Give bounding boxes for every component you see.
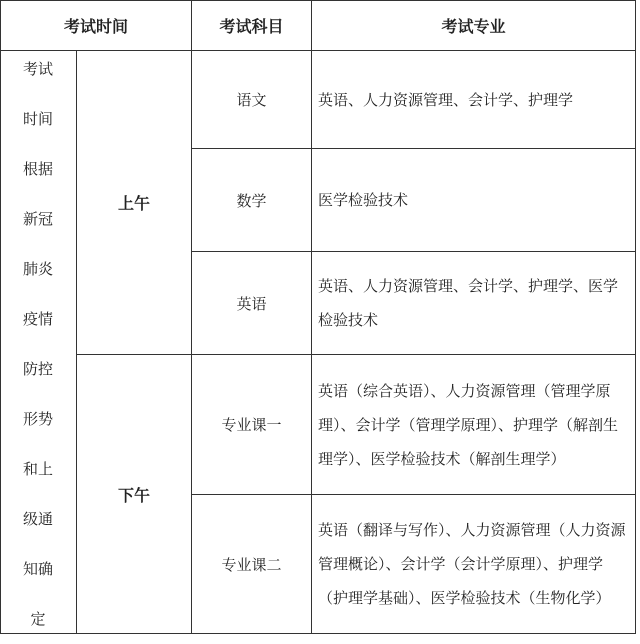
subject-cell: 数学 <box>236 191 267 210</box>
major-cell <box>318 355 626 494</box>
time-note-line: 肺炎 <box>22 260 53 278</box>
major-cell <box>318 252 626 354</box>
time-note-line: 新冠 <box>22 210 53 228</box>
subject-cell: 英语 <box>236 294 267 313</box>
header-subject: 考试科目 <box>219 17 284 36</box>
time-note-line: 考试 <box>22 60 53 78</box>
major-text: 医学检验技术 <box>318 191 409 209</box>
session-afternoon: 下午 <box>117 485 150 505</box>
major-text: 英语、人力资源管理、会计学、护理学 <box>318 90 574 109</box>
header-major: 考试专业 <box>441 17 506 36</box>
major-cell <box>318 149 626 251</box>
major-text: 英语（翻译与写作）、人力资源管理（人力资源管理概论）、会计学（会计学原理）、护理学（护理学基础）、医学检验技术（生物化学） <box>318 521 626 607</box>
table-border-right <box>635 0 636 634</box>
subject-cell: 专业课二 <box>221 555 282 574</box>
time-note-line: 防控 <box>22 360 53 378</box>
time-note-line: 级通 <box>22 510 53 528</box>
time-note-line: 知确 <box>22 560 53 578</box>
session-morning: 上午 <box>117 194 150 213</box>
major-text: 英语、人力资源管理、会计学、护理学、医学检验技术 <box>318 277 619 329</box>
subject-cell: 语文 <box>236 91 267 109</box>
header-time: 考试时间 <box>63 17 128 36</box>
column-divider <box>311 0 312 634</box>
table-border-bottom <box>0 633 636 634</box>
major-cell <box>318 51 626 148</box>
time-note-line: 时间 <box>22 110 53 128</box>
time-note-line: 根据 <box>22 160 53 178</box>
time-note-line: 和上 <box>22 460 53 478</box>
time-note-line: 定 <box>30 610 46 628</box>
time-note <box>0 44 76 644</box>
major-cell <box>318 495 626 633</box>
subject-cell: 专业课一 <box>221 416 282 434</box>
major-text: 英语（综合英语）、人力资源管理（管理学原理）、会计学（管理学原理）、护理学（解剖生理学）、医学检验技术（解剖生理学） <box>318 381 619 468</box>
time-note-line: 疫情 <box>22 310 53 328</box>
time-note-line: 形势 <box>22 410 53 428</box>
